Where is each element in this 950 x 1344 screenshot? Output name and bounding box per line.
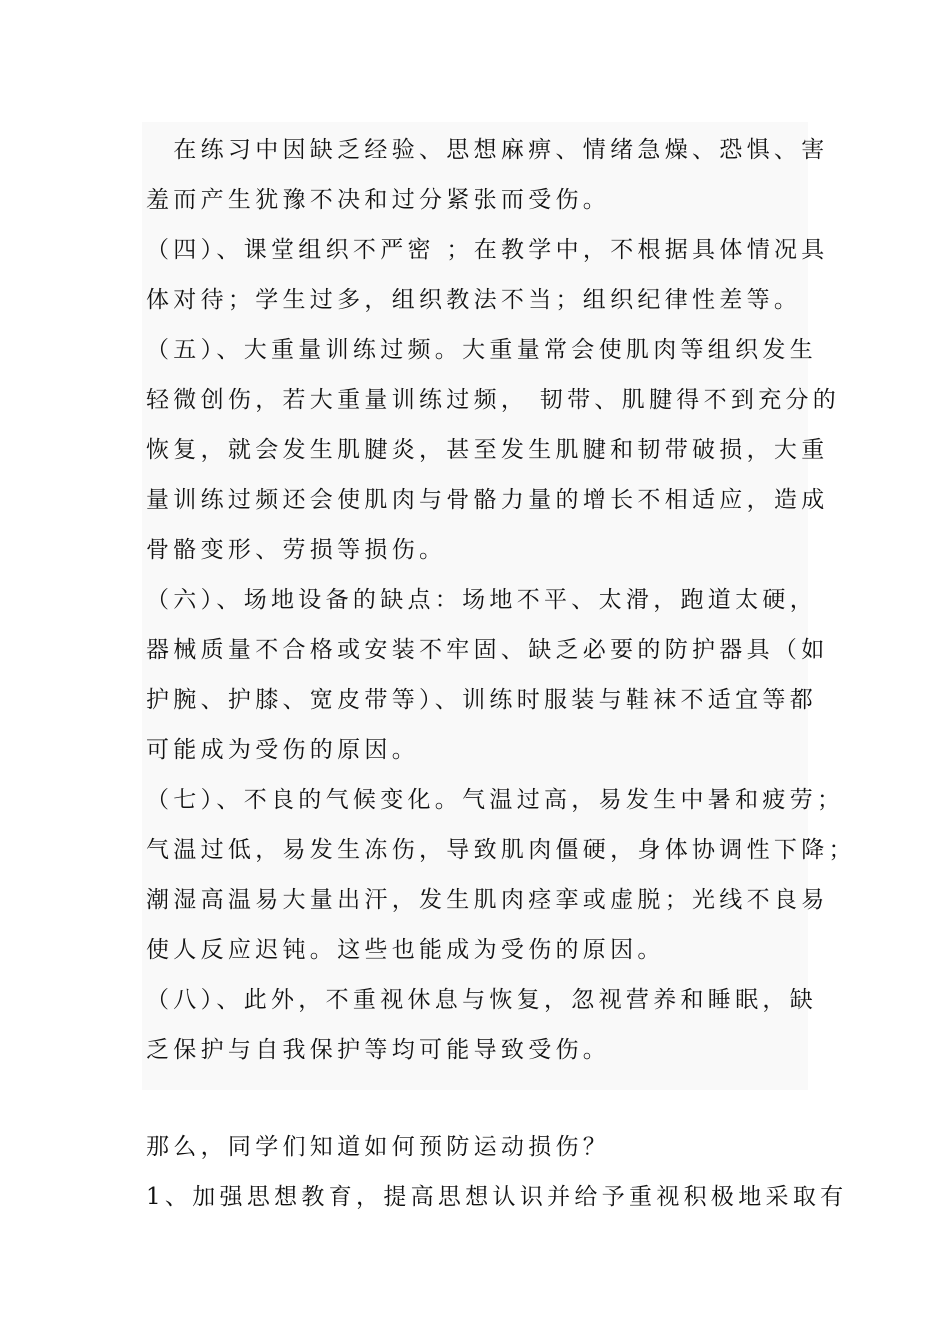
paragraph-line: （五）、大重量训练过频。大重量常会使肌肉等组织发生 (146, 337, 817, 363)
paragraph-line: 羞而产生犹豫不决和过分紧张而受伤。 (146, 187, 611, 213)
paragraph-line: 恢复，就会发生肌腱炎，甚至发生肌腱和韧带破损，大重 (146, 437, 829, 463)
paragraph-line: （六）、场地设备的缺点：场地不平、太滑，跑道太硬， (146, 587, 817, 613)
paragraph-line: 量训练过频还会使肌肉与骨骼力量的增长不相适应，造成 (146, 487, 829, 513)
paragraph-line: 体对待；学生过多，组织教法不当；组织纪律性差等。 (146, 287, 802, 313)
paragraph-line: 乏保护与自我保护等均可能导致受伤。 (146, 1037, 611, 1063)
paragraph-line: 轻微创伤，若大重量训练过频， 韧带、肌腱得不到充分的 (146, 387, 841, 413)
paragraph-line: 器械质量不合格或安装不牢固、缺乏必要的防护器具（如 (146, 637, 829, 663)
paragraph-line: 在练习中因缺乏经验、思想麻痹、情绪急燥、恐惧、害 (146, 137, 829, 163)
paragraph-line: 护腕、护膝、宽皮带等）、训练时服装与鞋袜不适宜等都 (146, 687, 817, 713)
paragraph-line: 潮湿高温易大量出汗，发生肌肉痉挛或虚脱；光线不良易 (146, 887, 829, 913)
paragraph-line: （八）、此外，不重视休息与恢复，忽视营养和睡眠，缺 (146, 987, 817, 1013)
paragraph-line: 可能成为受伤的原因。 (146, 737, 419, 763)
paragraph-line: （七）、不良的气候变化。气温过高，易发生中暑和疲劳； (146, 787, 845, 813)
paragraph-line: （四）、课堂组织不严密 ；在教学中，不根据具体情况具 (146, 237, 829, 263)
paragraph-line: 使人反应迟钝。这些也能成为受伤的原因。 (146, 937, 665, 963)
question-line: 那么，同学们知道如何预防运动损伤？ (146, 1134, 611, 1160)
list-item-1: 1、加强思想教育，提高思想认识并给予重视积极地采取有 (146, 1184, 848, 1210)
paragraph-line: 骨骼变形、劳损等损伤。 (146, 537, 447, 563)
paragraph-line: 气温过低，易发生冻伤，导致肌肉僵硬，身体协调性下降； (146, 837, 856, 863)
